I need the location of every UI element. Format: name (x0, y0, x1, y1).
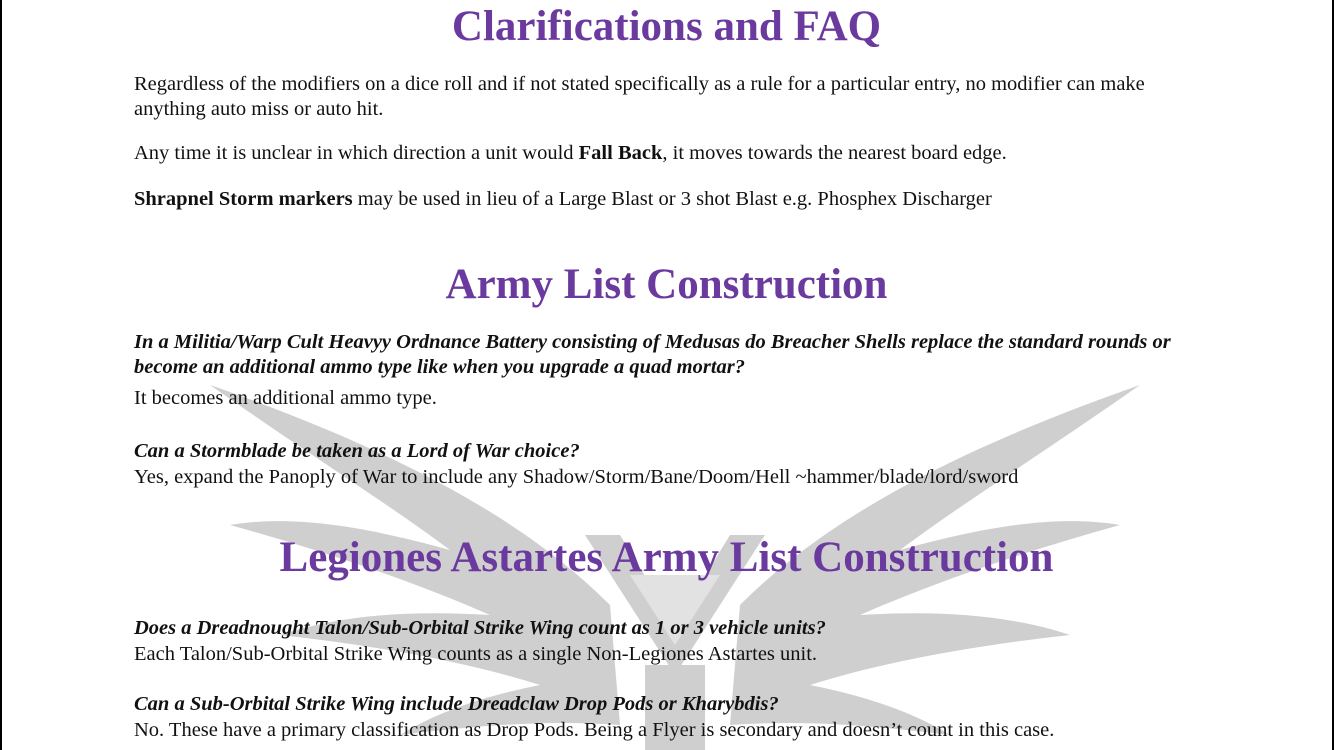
left-border (0, 0, 2, 750)
legiones-answer-talon: Each Talon/Sub-Orbital Strike Wing counts as a single Non-Legiones Astartes unit. (134, 643, 818, 665)
heading-clarifications-faq: Clarifications and FAQ (451, 3, 882, 50)
fall-back-term: Fall Back (578, 142, 663, 164)
fall-back-text-before: Any time it is unclear in which direction a unit would (134, 142, 579, 164)
faq-paragraph-modifiers: Regardless of the modifiers on a dice roll and if not stated specifically as a rule for a particular entry, no modifier can make anything auto miss or auto hit. (134, 73, 1145, 120)
heading-legiones-astartes: Legiones Astartes Army List Construction (279, 534, 1054, 581)
shrapnel-term: Shrapnel Storm markers (134, 188, 353, 210)
faq-paragraph-fall-back (134, 141, 1204, 166)
army-answer-stormblade: Yes, expand the Panoply of War to include any Shadow/Storm/Bane/Doom/Hell ~hammer/blade/lord/sword (134, 466, 1019, 488)
legiones-question-strike-wing: Can a Sub-Orbital Strike Wing include Dreadclaw Drop Pods or Kharybdis? (134, 693, 779, 715)
army-question-stormblade: Can a Stormblade be taken as a Lord of War choice? (134, 440, 580, 462)
legiones-question-talon: Does a Dreadnought Talon/Sub-Orbital Strike Wing count as 1 or 3 vehicle units? (134, 617, 826, 639)
faq-paragraph-shrapnel (134, 187, 1204, 212)
fall-back-text-after: , it moves towards the nearest board edge. (662, 142, 1007, 164)
shrapnel-text: may be used in lieu of a Large Blast or 3 shot Blast e.g. Phosphex Discharger (352, 188, 992, 210)
army-question-breacher-shells: In a Militia/Warp Cult Heavyy Ordnance Battery consisting of Medusas do Breacher Shells replace the standard rounds or become an additional ammo type like when you upgrade a quad mortar? (134, 331, 1171, 378)
legiones-answer-strike-wing: No. These have a primary classification as Drop Pods. Being a Flyer is secondary and doesn’t count in this case. (134, 719, 1055, 741)
heading-army-list-construction: Army List Construction (445, 261, 888, 308)
army-answer-breacher-shells: It becomes an additional ammo type. (134, 387, 437, 409)
